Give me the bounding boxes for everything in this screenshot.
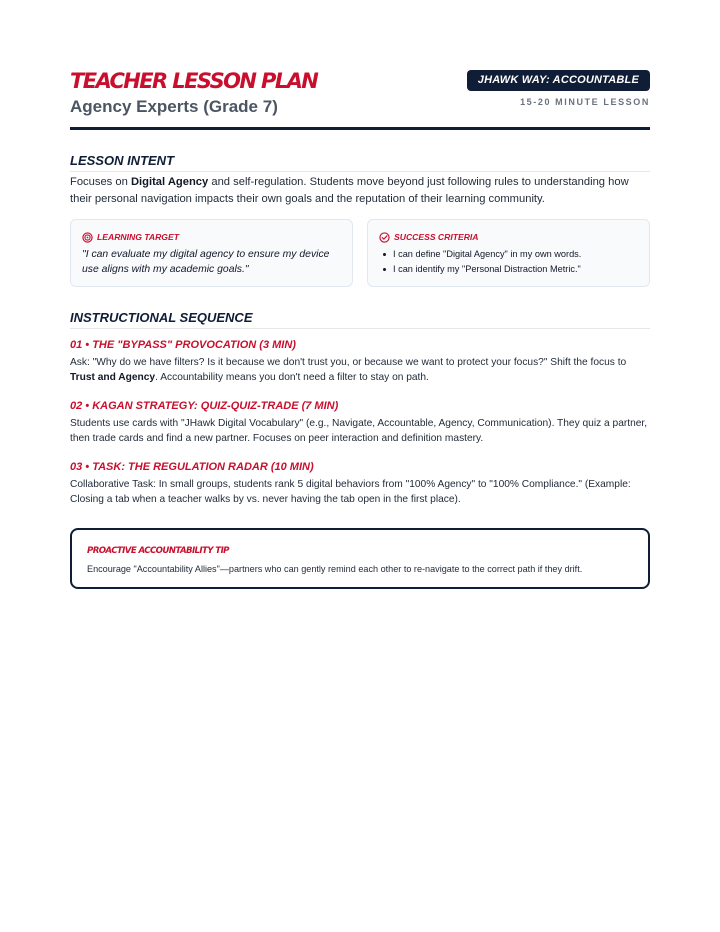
learning-target-card [70, 219, 353, 287]
check-circle-icon [379, 232, 390, 243]
step-2-title: 02 • KAGAN STRATEGY: QUIZ-QUIZ-TRADE (7 MIN) [70, 400, 339, 412]
target-icon [82, 232, 93, 243]
lesson-intent-heading: LESSON INTENT [70, 153, 650, 172]
step-3-text: Collaborative Task: In small groups, students rank 5 digital behaviors from "100% Agency" to "100% Compliance." (Example: Closing a tab when a teacher walks by vs. never having the tab open in the first place). [70, 479, 631, 505]
lesson-length-label: 15-20 MINUTE LESSON [520, 97, 650, 107]
tip-text: Encourage "Accountability Allies"—partners who can gently remind each other to re-navigate to the correct path if they drift. [87, 564, 583, 574]
list-item: I can define "Digital Agency" in my own words. [379, 247, 641, 262]
step-1-text-part: . Accountability means you don't need a filter to stay on path. [155, 372, 429, 383]
intent-text-part: and self-regulation. Students move beyond just following rules to understanding how their personal navigation impacts their own goals and the reputation of their learning community. [70, 176, 629, 205]
document-title: TEACHER LESSON PLAN [70, 69, 318, 93]
learning-target-quote: "I can evaluate my digital agency to ensure my device use aligns with my academic goals." [82, 249, 330, 275]
learning-target-heading: LEARNING TARGET [97, 232, 179, 242]
list-item: I can identify my "Personal Distraction Metric." [379, 262, 641, 277]
success-criteria-card [367, 219, 650, 287]
step-2-text: Students use cards with "JHawk Digital Vocabulary" (e.g., Navigate, Accountable, Agency, Communication). They quiz a partner, then trade cards and find a new partner. Focuses on peer interaction and definition mastery. [70, 418, 648, 444]
document-subtitle: Agency Experts (Grade 7) [70, 97, 278, 116]
intent-text-bold: Digital Agency [130, 176, 209, 188]
step-1-title: 01 • THE "BYPASS" PROVOCATION (3 MIN) [70, 339, 296, 351]
step-1-text [70, 355, 650, 385]
instructional-sequence-heading: INSTRUCTIONAL SEQUENCE [70, 310, 650, 329]
step-3-title: 03 • TASK: THE REGULATION RADAR (10 MIN) [70, 461, 314, 473]
learning-target-header [82, 231, 179, 243]
success-criteria-header [379, 231, 479, 243]
tip-title: PROACTIVE ACCOUNTABILITY TIP [87, 546, 229, 556]
page-header [70, 66, 650, 132]
accountability-tip-box [70, 528, 650, 589]
lesson-intent-text [70, 174, 650, 208]
step-1-text-bold: Trust and Agency [70, 372, 156, 383]
step-1-text-part: Ask: "Why do we have filters? Is it because we don't trust you, or because we want to protect your focus?" Shift the focus to [70, 357, 627, 368]
success-criteria-heading: SUCCESS CRITERIA [394, 232, 479, 242]
intent-text-part: Focuses on [70, 176, 131, 188]
success-criteria-list [379, 247, 641, 277]
header-divider [70, 127, 650, 130]
jhawk-way-badge: JHAWK WAY: ACCOUNTABLE [467, 70, 650, 91]
